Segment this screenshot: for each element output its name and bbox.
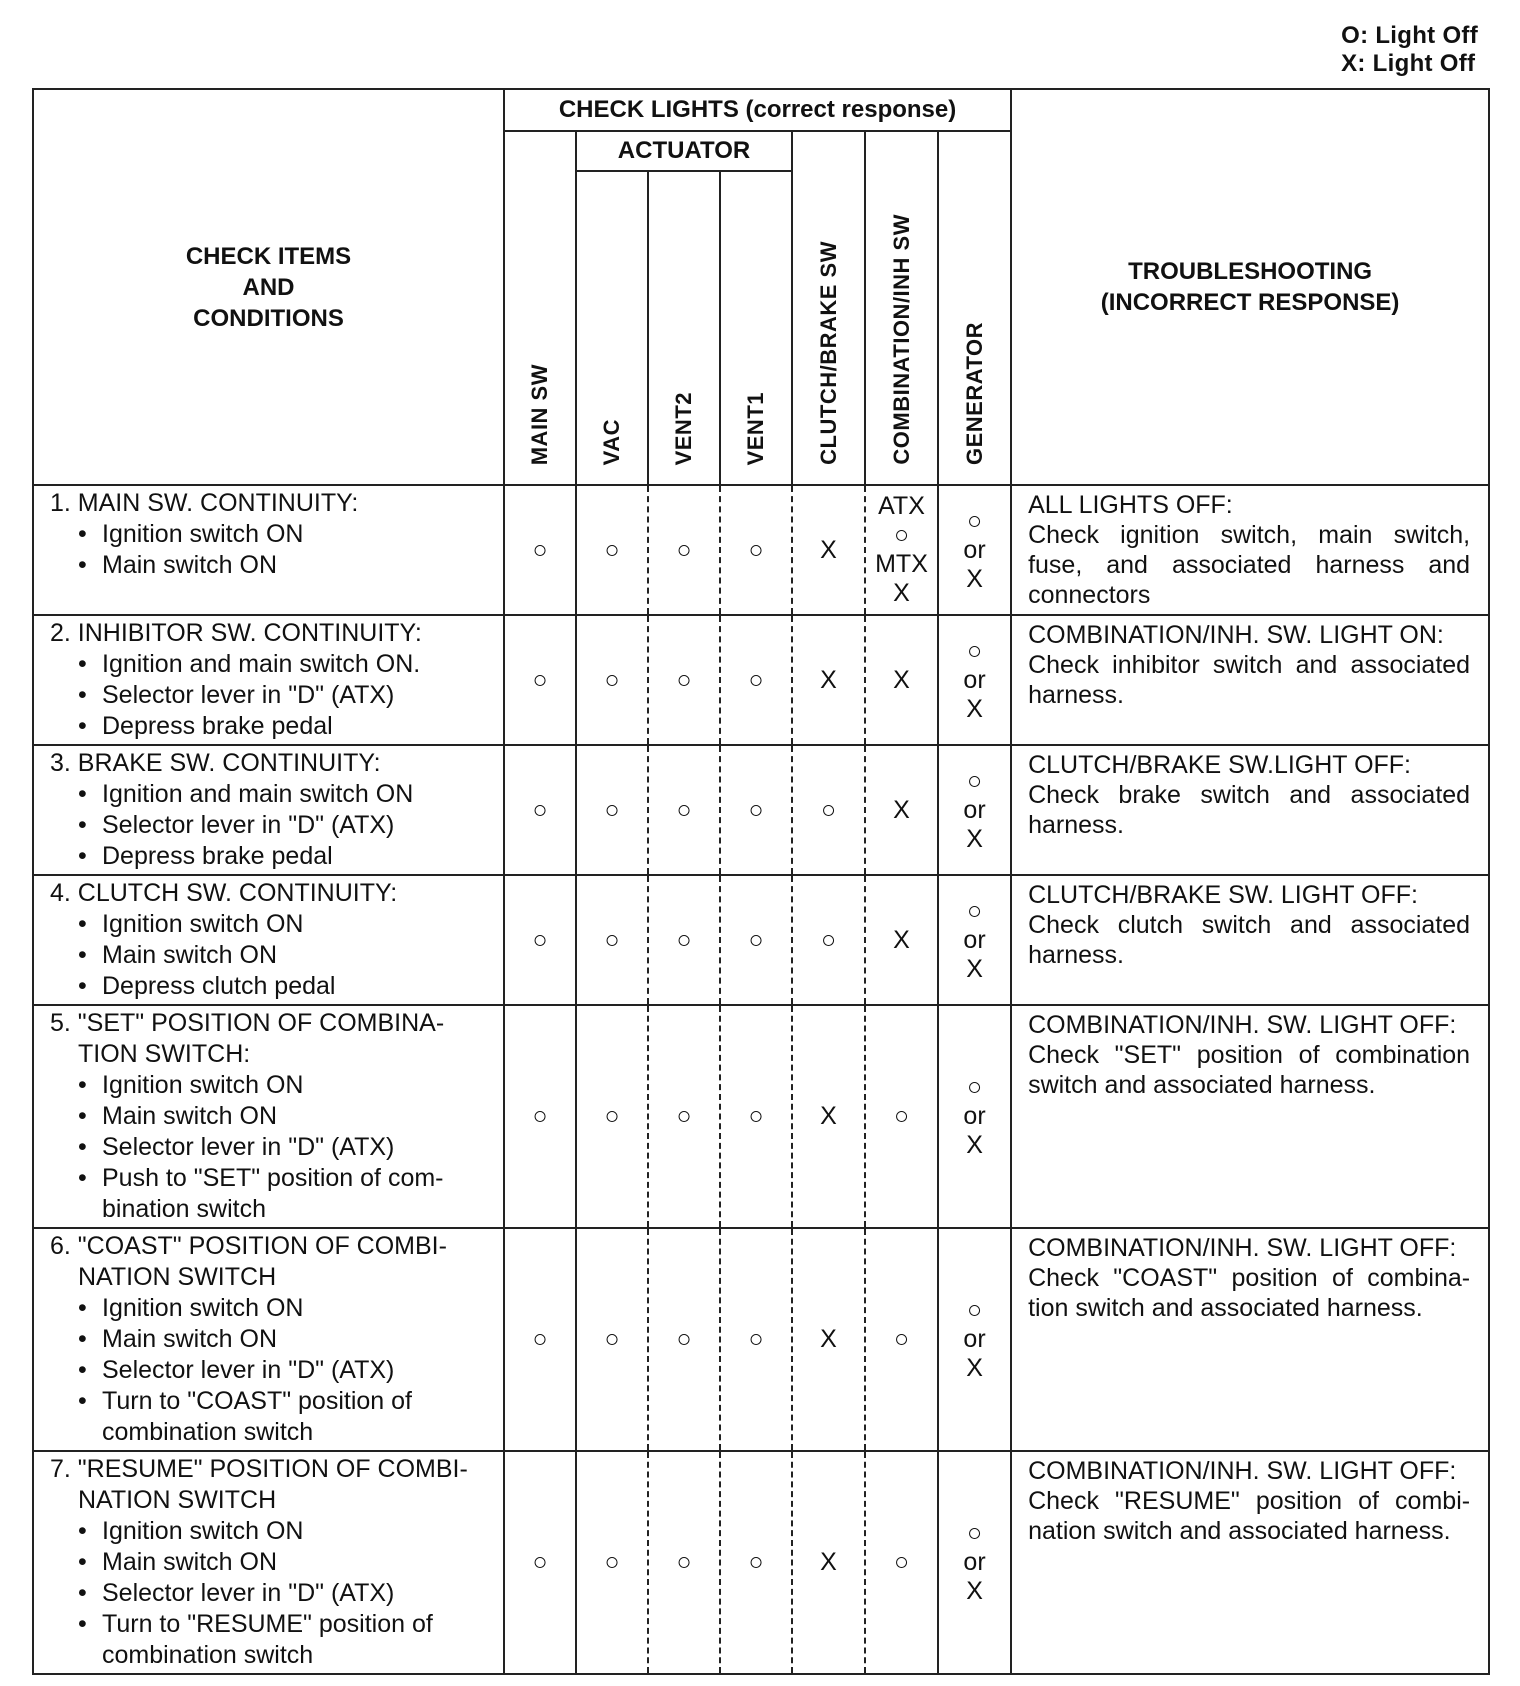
- mark-vent2: ○: [648, 485, 720, 615]
- mark-clutch: ○: [792, 745, 865, 875]
- combination-value: ○: [893, 521, 910, 549]
- check-items-header-line3: CONDITIONS: [193, 304, 344, 332]
- generator-value: ○: [966, 506, 983, 535]
- table-row: [33, 745, 1489, 875]
- generator-value: or: [963, 535, 986, 564]
- col-generator-label: GENERATOR: [961, 321, 987, 465]
- condition-item: • Ignition switch ON: [78, 909, 493, 940]
- generator-value: ○: [966, 636, 983, 665]
- check-item-cell: [33, 1228, 504, 1451]
- mark-vent2: ○: [648, 1005, 720, 1228]
- condition-item: • Main switch ON: [78, 1324, 493, 1355]
- legend: [1341, 22, 1478, 78]
- mark-generator: [938, 1005, 1011, 1228]
- condition-item: • Ignition switch ON: [78, 519, 493, 550]
- mark-vent1: ○: [720, 615, 792, 745]
- mark-main: ○: [504, 875, 576, 1005]
- mark-main: ○: [504, 1005, 576, 1228]
- generator-value: X: [966, 694, 983, 723]
- mark-combination: [865, 745, 938, 875]
- condition-item: • Ignition switch ON: [78, 1516, 493, 1547]
- generator-value: or: [963, 1325, 986, 1353]
- col-main-sw-label: MAIN SW: [527, 363, 552, 465]
- troubleshooting-cell: [1011, 615, 1489, 745]
- condition-item: • Ignition and main switch ON.: [78, 649, 493, 680]
- mark-combination: [865, 1451, 938, 1674]
- mark-clutch: ○: [792, 875, 865, 1005]
- generator-value: or: [963, 1548, 986, 1576]
- generator-value: X: [966, 824, 983, 853]
- mark-vac: ○: [576, 875, 648, 1005]
- legend-o: O: Light Off: [1341, 22, 1478, 49]
- table-body: [33, 485, 1489, 1674]
- table-row: [33, 1451, 1489, 1674]
- mark-main: ○: [504, 745, 576, 875]
- troubleshooting-cell: [1011, 1228, 1489, 1451]
- legend-x: X: Light Off: [1341, 50, 1476, 77]
- mark-vent2: ○: [648, 615, 720, 745]
- combination-value: ○: [893, 1325, 910, 1353]
- mark-vac: ○: [576, 485, 648, 615]
- condition-item: • Push to "SET" position of com-bination switch: [78, 1163, 493, 1225]
- mark-vent1: ○: [720, 1005, 792, 1228]
- mark-main: ○: [504, 485, 576, 615]
- col-vent2-label: VENT2: [671, 391, 696, 465]
- generator-value: X: [966, 954, 983, 983]
- check-item-cell: [33, 745, 504, 875]
- check-item-title: 6. "COAST" POSITION OF COMBI-NATION SWITCH: [50, 1232, 447, 1291]
- mark-generator: [938, 1228, 1011, 1451]
- col-vent2: [648, 171, 720, 485]
- mark-combination: [865, 485, 938, 615]
- mark-generator: [938, 615, 1011, 745]
- condition-item: • Selector lever in "D" (ATX): [78, 810, 493, 841]
- generator-value: or: [963, 665, 986, 694]
- check-item-title: 1. MAIN SW. CONTINUITY:: [50, 489, 359, 517]
- col-vac-label: VAC: [599, 418, 624, 465]
- check-item-title: 4. CLUTCH SW. CONTINUITY:: [50, 879, 398, 907]
- condition-item: • Turn to "COAST" position of combination switch: [78, 1386, 493, 1448]
- condition-item: • Main switch ON: [78, 1547, 493, 1578]
- troubleshooting-cell: [1011, 1451, 1489, 1674]
- check-item-title: 5. "SET" POSITION OF COMBINA-TION SWITCH:: [50, 1009, 445, 1068]
- troubleshooting-header-line1: TROUBLESHOOTING: [1128, 258, 1373, 285]
- mark-vac: ○: [576, 1005, 648, 1228]
- condition-item: • Selector lever in "D" (ATX): [78, 1132, 493, 1163]
- check-items-header: [33, 89, 504, 485]
- condition-item: • Main switch ON: [78, 550, 493, 581]
- generator-value: X: [966, 1577, 983, 1605]
- mark-vent1: ○: [720, 745, 792, 875]
- mark-clutch: X: [792, 615, 865, 745]
- generator-value: ○: [966, 1296, 983, 1324]
- mark-main: ○: [504, 1228, 576, 1451]
- check-item-title: 3. BRAKE SW. CONTINUITY:: [50, 749, 381, 777]
- table-row: [33, 1005, 1489, 1228]
- condition-item: • Ignition and main switch ON: [78, 779, 493, 810]
- troubleshooting-head: CLUTCH/BRAKE SW. LIGHT OFF:: [1028, 881, 1418, 909]
- combination-value: X: [893, 665, 910, 694]
- check-item-cell: [33, 615, 504, 745]
- mark-vent2: ○: [648, 875, 720, 1005]
- troubleshooting-body: Check "COAST" position of combina-tion switch and associated harness.: [1028, 1264, 1471, 1322]
- mark-vent2: ○: [648, 1228, 720, 1451]
- mark-vac: ○: [576, 615, 648, 745]
- mark-vent2: ○: [648, 1451, 720, 1674]
- mark-generator: [938, 1451, 1011, 1674]
- check-item-cell: [33, 875, 504, 1005]
- col-generator: [938, 131, 1011, 485]
- troubleshooting-body: Check "SET" position of combination switch and associated harness.: [1028, 1041, 1471, 1099]
- mark-combination: [865, 615, 938, 745]
- combination-value: X: [893, 795, 910, 824]
- table-row: [33, 615, 1489, 745]
- generator-value: ○: [966, 766, 983, 795]
- troubleshooting-body: Check ignition switch, main switch, fuse, and associated harness and connectors: [1028, 521, 1471, 609]
- actuator-header: ACTUATOR: [576, 131, 792, 171]
- combination-value: ○: [893, 1102, 910, 1130]
- check-item-cell: [33, 485, 504, 615]
- mark-generator: [938, 875, 1011, 1005]
- col-combination-inh-sw: [865, 131, 938, 485]
- generator-value: ○: [966, 1519, 983, 1547]
- combination-value: X: [893, 925, 910, 954]
- condition-item: • Ignition switch ON: [78, 1293, 493, 1324]
- mark-vac: ○: [576, 1451, 648, 1674]
- combination-value: MTX: [875, 550, 928, 578]
- condition-item: • Selector lever in "D" (ATX): [78, 1355, 493, 1386]
- troubleshooting-head: ALL LIGHTS OFF:: [1028, 491, 1233, 519]
- col-combination-inh-sw-label: COMBINATION/INH SW: [888, 214, 914, 465]
- troubleshooting-head: COMBINATION/INH. SW. LIGHT OFF:: [1028, 1234, 1457, 1262]
- col-vac: [576, 171, 648, 485]
- check-table: [32, 88, 1490, 1675]
- check-items-header-line1: CHECK ITEMS: [185, 242, 352, 270]
- combination-value: ATX: [878, 492, 925, 520]
- check-item-title: 2. INHIBITOR SW. CONTINUITY:: [50, 619, 422, 647]
- troubleshooting-cell: [1011, 485, 1489, 615]
- generator-value: or: [963, 795, 986, 824]
- mark-clutch: X: [792, 485, 865, 615]
- troubleshooting-body: Check brake switch and associated harness.: [1028, 781, 1471, 839]
- check-item-title: 7. "RESUME" POSITION OF COMBI-NATION SWITCH: [50, 1455, 468, 1514]
- troubleshooting-body: Check clutch switch and associated harness.: [1028, 911, 1471, 969]
- table-row: [33, 875, 1489, 1005]
- condition-item: • Selector lever in "D" (ATX): [78, 1578, 493, 1609]
- mark-combination: [865, 1228, 938, 1451]
- table-row: [33, 1228, 1489, 1451]
- mark-clutch: X: [792, 1005, 865, 1228]
- troubleshooting-cell: [1011, 875, 1489, 1005]
- condition-item: • Turn to "RESUME" position of combination switch: [78, 1609, 493, 1671]
- combination-value: X: [893, 579, 910, 607]
- generator-value: X: [966, 564, 983, 593]
- generator-value: or: [963, 925, 986, 954]
- check-lights-header: CHECK LIGHTS (correct response): [504, 89, 1011, 131]
- col-vent1: [720, 171, 792, 485]
- troubleshooting-head: COMBINATION/INH. SW. LIGHT OFF:: [1028, 1011, 1457, 1039]
- condition-item: • Main switch ON: [78, 1101, 493, 1132]
- mark-vent1: ○: [720, 1451, 792, 1674]
- generator-value: ○: [966, 896, 983, 925]
- troubleshooting-header-line2: (INCORRECT RESPONSE): [1100, 289, 1400, 316]
- col-clutch-brake-sw: [792, 131, 865, 485]
- generator-value: or: [963, 1102, 986, 1130]
- mark-clutch: X: [792, 1451, 865, 1674]
- mark-vent2: ○: [648, 745, 720, 875]
- condition-item: • Depress brake pedal: [78, 841, 493, 872]
- troubleshooting-cell: [1011, 745, 1489, 875]
- generator-value: X: [966, 1354, 983, 1382]
- mark-generator: [938, 745, 1011, 875]
- condition-item: • Main switch ON: [78, 940, 493, 971]
- generator-value: X: [966, 1131, 983, 1159]
- check-item-cell: [33, 1451, 504, 1674]
- troubleshooting-body: Check inhibitor switch and associated harness.: [1028, 651, 1471, 709]
- col-clutch-brake-sw-label: CLUTCH/BRAKE SW: [815, 241, 841, 465]
- troubleshooting-header: [1011, 89, 1489, 485]
- condition-item: • Selector lever in "D" (ATX): [78, 680, 493, 711]
- mark-generator: [938, 485, 1011, 615]
- troubleshooting-head: COMBINATION/INH. SW. LIGHT OFF:: [1028, 1457, 1457, 1485]
- mark-vac: ○: [576, 1228, 648, 1451]
- mark-vent1: ○: [720, 1228, 792, 1451]
- combination-value: ○: [893, 1548, 910, 1576]
- mark-clutch: X: [792, 1228, 865, 1451]
- mark-vac: ○: [576, 745, 648, 875]
- mark-main: ○: [504, 615, 576, 745]
- condition-item: • Depress clutch pedal: [78, 971, 493, 1002]
- mark-vent1: ○: [720, 875, 792, 1005]
- generator-value: ○: [966, 1073, 983, 1101]
- condition-item: • Depress brake pedal: [78, 711, 493, 742]
- mark-vent1: ○: [720, 485, 792, 615]
- troubleshooting-head: COMBINATION/INH. SW. LIGHT ON:: [1028, 621, 1444, 649]
- troubleshooting-head: CLUTCH/BRAKE SW.LIGHT OFF:: [1028, 751, 1412, 779]
- col-vent1-label: VENT1: [743, 391, 768, 465]
- mark-combination: [865, 875, 938, 1005]
- table-row: [33, 485, 1489, 615]
- check-item-cell: [33, 1005, 504, 1228]
- condition-item: • Ignition switch ON: [78, 1070, 493, 1101]
- mark-main: ○: [504, 1451, 576, 1674]
- mark-combination: [865, 1005, 938, 1228]
- troubleshooting-body: Check "RESUME" position of combi-nation switch and associated harness.: [1028, 1487, 1471, 1545]
- col-main-sw: [504, 131, 576, 485]
- troubleshooting-cell: [1011, 1005, 1489, 1228]
- check-items-header-line2: AND: [242, 273, 295, 301]
